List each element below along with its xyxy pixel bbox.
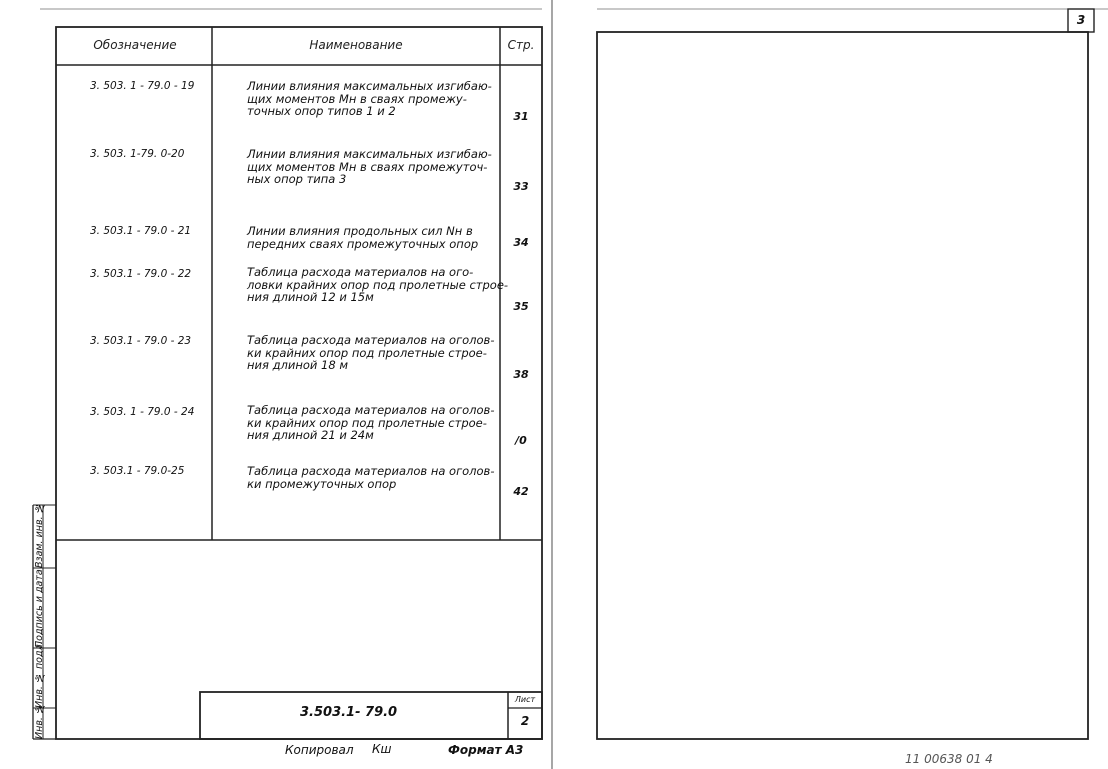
row-name-line: точных опор типов 1 и 2 bbox=[247, 104, 396, 118]
title-block-sheet-label: Лист bbox=[514, 695, 536, 704]
row-name-line: Линии влияния максимальных изгибаю- bbox=[247, 147, 492, 161]
row-name-line: Таблица расхода материалов на оголов- bbox=[247, 333, 495, 347]
row-name-line: Таблица расхода материалов на оголов- bbox=[247, 403, 495, 417]
row-page: 33 bbox=[513, 180, 529, 193]
row-name bbox=[247, 404, 509, 442]
row-name bbox=[247, 465, 509, 490]
footer-copied-label: Копировал bbox=[285, 743, 354, 757]
row-name-line: Таблица расхода материалов на ого- bbox=[247, 265, 474, 279]
row-name bbox=[247, 266, 509, 304]
row-name-line: ки промежуточных опор bbox=[247, 476, 397, 491]
side-label-replace-inv: Взам. инв. № bbox=[34, 502, 45, 568]
row-name bbox=[247, 80, 509, 118]
row-name-line: передних сваях промежуточных опор bbox=[247, 236, 479, 251]
row-code: 3. 503. 1 - 79.0 - 19 bbox=[90, 80, 195, 92]
row-code: 3. 503. 1 - 79.0 - 24 bbox=[90, 406, 195, 418]
side-label-inv-original: Инв. № подл. bbox=[34, 641, 45, 708]
row-name-line: щих моментов Мн в сваях промежу- bbox=[247, 91, 467, 106]
side-label-signature-date: Подпись и дата bbox=[34, 569, 45, 648]
row-name-line: ки крайних опор под пролетные строе- bbox=[247, 345, 487, 360]
row-name-line: ния длиной 21 и 24м bbox=[247, 428, 374, 442]
row-code: 3. 503.1 - 79.0 - 21 bbox=[90, 225, 192, 237]
footer-copier-signature: Кш bbox=[372, 742, 392, 756]
right-sheet-page-number: 3 bbox=[1076, 13, 1086, 27]
title-block-sheet-number: 2 bbox=[520, 714, 530, 728]
row-name-line: щих моментов Мн в сваях промежуточ- bbox=[247, 159, 488, 174]
header-designation: Обозначение bbox=[93, 38, 177, 52]
row-name-line: Таблица расхода материалов на оголов- bbox=[247, 464, 495, 478]
row-page: /0 bbox=[515, 434, 527, 447]
header-name: Наименование bbox=[309, 38, 403, 52]
row-name-line: Линии влияния продольных сил Nн в bbox=[247, 224, 473, 238]
row-name-line: ки крайних опор под пролетные строе- bbox=[247, 415, 487, 430]
row-page: 42 bbox=[513, 485, 529, 498]
row-page: 38 bbox=[513, 368, 529, 381]
row-code: 3. 503.1 - 79.0 - 22 bbox=[90, 268, 192, 280]
row-name-line: ных опор типа 3 bbox=[247, 172, 347, 186]
row-name bbox=[247, 225, 509, 250]
header-page: Стр. bbox=[507, 38, 535, 52]
row-code: 3. 503.1 - 79.0 - 23 bbox=[90, 335, 192, 347]
right-sheet-bottom-note: 11 00638 01 4 bbox=[905, 752, 993, 766]
row-code: 3. 503. 1-79. 0-20 bbox=[90, 148, 185, 160]
footer-format: Формат А3 bbox=[448, 743, 524, 757]
row-name-line: ния длиной 12 и 15м bbox=[247, 290, 374, 304]
title-block-designation: 3.503.1- 79.0 bbox=[300, 705, 398, 720]
side-label-inv: Инв. № bbox=[34, 703, 45, 739]
row-name-line: Линии влияния максимальных изгибаю- bbox=[247, 79, 492, 93]
row-page: 35 bbox=[513, 300, 529, 313]
row-page: 31 bbox=[513, 110, 529, 123]
row-code: 3. 503.1 - 79.0-25 bbox=[90, 465, 185, 477]
row-page: 34 bbox=[513, 236, 529, 249]
row-name bbox=[247, 148, 509, 186]
row-name bbox=[247, 334, 509, 372]
row-name-line: ния длиной 18 м bbox=[247, 358, 348, 372]
row-name-line: ловки крайних опор под пролетные строе- bbox=[247, 277, 509, 292]
